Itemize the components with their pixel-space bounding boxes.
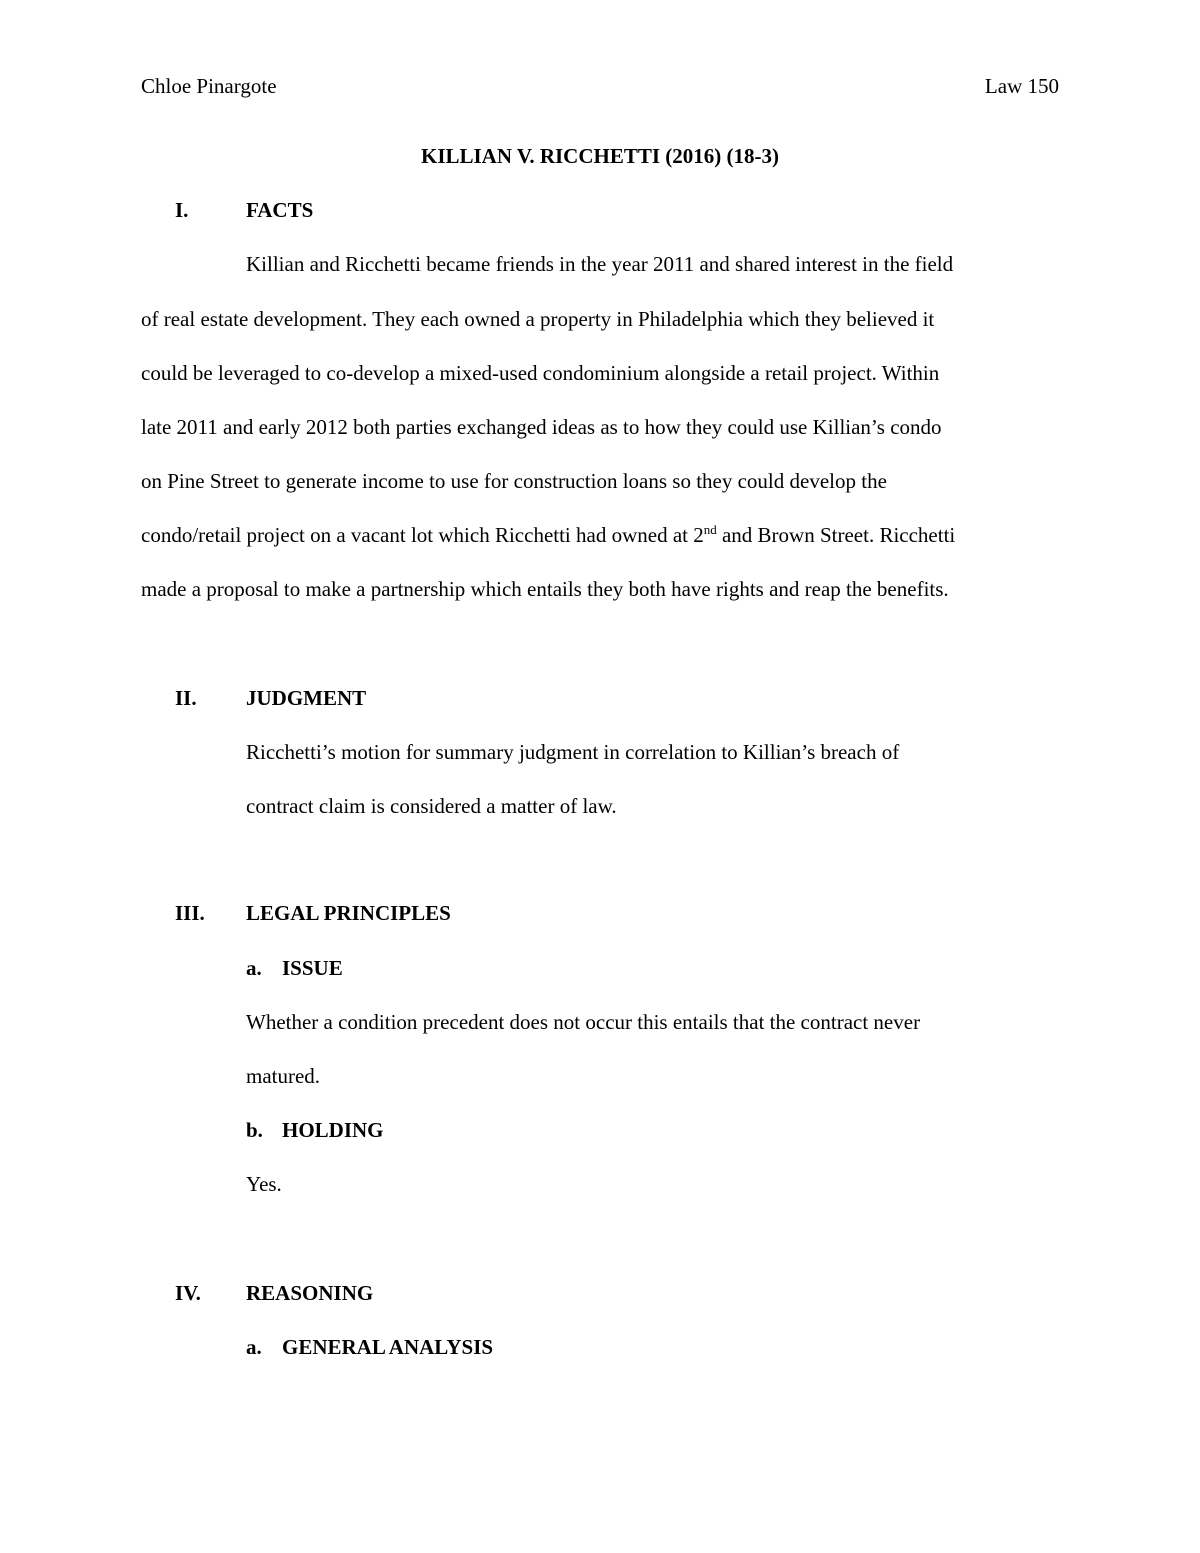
section-heading-judgment: JUDGMENT [246, 686, 367, 710]
section-heading-legal-principles: LEGAL PRINCIPLES [246, 901, 451, 925]
header-course: Law 150 [984, 74, 1059, 98]
facts-line [141, 523, 955, 548]
subsection-letter: a. [246, 956, 262, 980]
facts-line: of real estate development. They each owned a property in Philadelphia which they believed it [141, 307, 935, 331]
subsection-letter: a. [246, 1335, 262, 1359]
issue-line: matured. [246, 1064, 321, 1088]
holding-line: Yes. [246, 1172, 282, 1196]
subsection-heading-issue: ISSUE [282, 956, 343, 980]
section-heading-facts: FACTS [246, 198, 314, 222]
section-numeral: II. [175, 686, 197, 710]
section-numeral: I. [175, 198, 189, 222]
subsection-letter: b. [246, 1118, 263, 1142]
section-heading-reasoning: REASONING [246, 1281, 374, 1305]
judgment-line: Ricchetti’s motion for summary judgment in correlation to Killian’s breach of [246, 740, 900, 764]
document-title: KILLIAN V. RICCHETTI (2016) (18-3) [420, 144, 779, 168]
facts-line: late 2011 and early 2012 both parties exchanged ideas as to how they could use Killian’s condo [141, 415, 942, 439]
section-numeral: III. [175, 901, 205, 925]
facts-line-text: and Brown Street. Ricchetti [716, 523, 956, 547]
facts-line: made a proposal to make a partnership which entails they both have rights and reap the benefits. [141, 577, 949, 601]
subsection-heading-holding: HOLDING [282, 1118, 384, 1142]
facts-line: could be leveraged to co-develop a mixed-used condominium alongside a retail project. Within [141, 361, 940, 385]
issue-line: Whether a condition precedent does not occur this entails that the contract never [246, 1010, 921, 1034]
facts-line: on Pine Street to generate income to use for construction loans so they could develop the [141, 469, 887, 493]
header-author: Chloe Pinargote [141, 74, 277, 98]
facts-line: Killian and Ricchetti became friends in the year 2011 and shared interest in the field [246, 252, 954, 276]
facts-line-text: condo/retail project on a vacant lot which Ricchetti had owned at 2 [141, 523, 704, 547]
section-numeral: IV. [175, 1281, 201, 1305]
ordinal-suffix: nd [703, 522, 717, 537]
subsection-heading-general-analysis: GENERAL ANALYSIS [282, 1335, 494, 1359]
judgment-line: contract claim is considered a matter of law. [246, 794, 617, 818]
